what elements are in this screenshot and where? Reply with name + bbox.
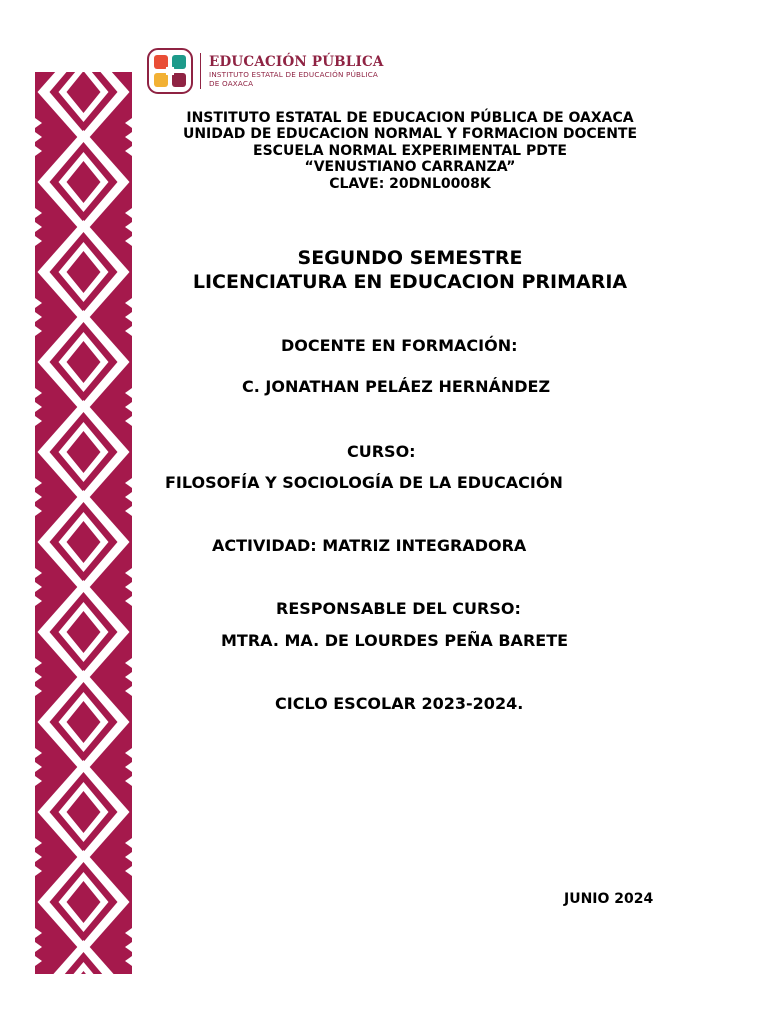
- activity-title: ACTIVIDAD: MATRIZ INTEGRADORA: [212, 536, 527, 555]
- degree-title: LICENCIATURA EN EDUCACION PRIMARIA: [192, 271, 628, 293]
- education-logo-icon: [146, 47, 194, 95]
- course-label: CURSO:: [347, 442, 416, 461]
- logo-title: EDUCACIÓN PÚBLICA: [209, 54, 384, 70]
- semester-title: SEGUNDO SEMESTRE: [297, 247, 523, 269]
- teacher-name: MTRA. MA. DE LOURDES PEÑA BARETE: [221, 631, 569, 650]
- header-line-2: UNIDAD DE EDUCACION NORMAL Y FORMACION DOCENTE: [182, 126, 638, 143]
- logo-subtitle-line2: DE OAXACA: [209, 78, 254, 88]
- course-name: FILOSOFÍA Y SOCIOLOGÍA DE LA EDUCACIÓN: [165, 473, 563, 492]
- student-label: DOCENTE EN FORMACIÓN:: [281, 336, 518, 355]
- school-year: CICLO ESCOLAR 2023-2024.: [275, 694, 524, 713]
- institution-header: [150, 110, 670, 192]
- program-block: [150, 246, 670, 294]
- student-name: C. JONATHAN PELÁEZ HERNÁNDEZ: [242, 377, 551, 396]
- logo-divider: [200, 53, 201, 89]
- teacher-label: RESPONSABLE DEL CURSO:: [276, 599, 521, 618]
- header-line-3: ESCUELA NORMAL EXPERIMENTAL PDTE: [253, 142, 567, 159]
- date: JUNIO 2024: [564, 891, 654, 907]
- header-line-4: “VENUSTIANO CARRANZA”: [304, 159, 516, 176]
- decorative-band: [33, 72, 134, 974]
- header-line-5: CLAVE: 20DNL0008K: [329, 175, 491, 192]
- logo-subtitle: [209, 71, 439, 88]
- logo-subtitle-line1: INSTITUTO ESTATAL DE EDUCACIÓN PÚBLICA: [209, 70, 379, 79]
- header-line-1: INSTITUTO ESTATAL DE EDUCACION PÚBLICA DE OAXACA: [186, 110, 634, 126]
